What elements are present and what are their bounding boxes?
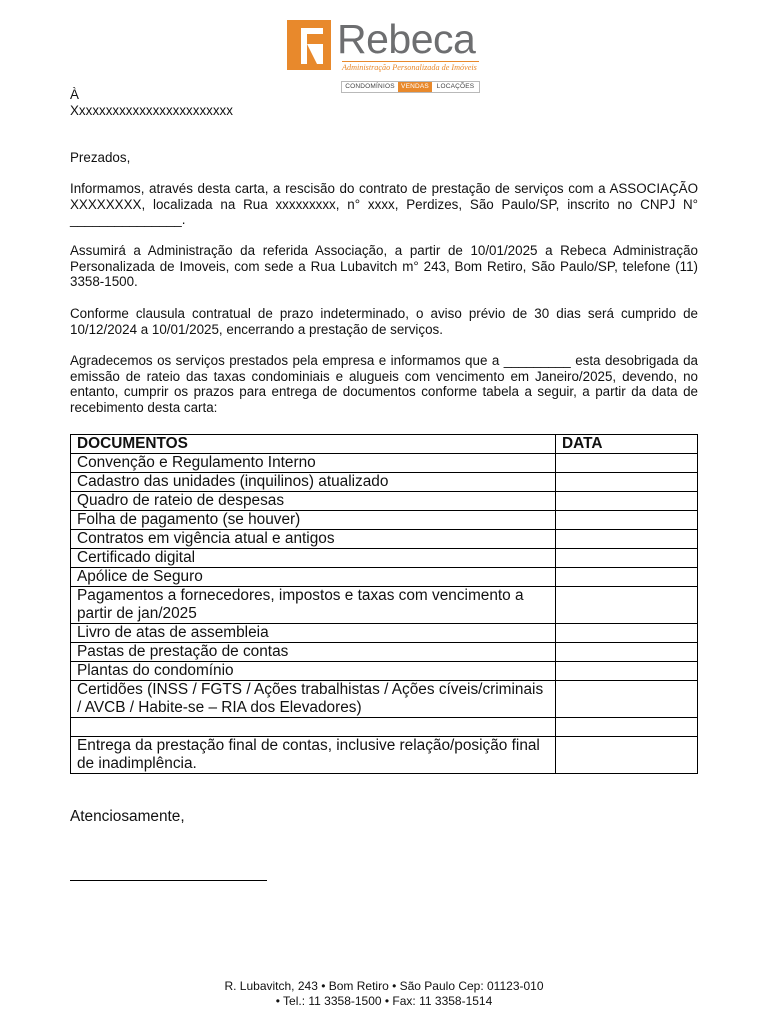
paragraph-rescisao: Informamos, através desta carta, a rescisão do contrato de prestação de serviços com a ASSOCIAÇÃO XXXXXXXX, localizada na Rua xxxxxxxxx, n° xxxx, Perdizes, São Paulo/SP, inscrito no CNPJ N° _______________.: [70, 181, 698, 228]
date-cell: [556, 473, 698, 492]
doc-cell: [71, 718, 556, 737]
date-cell: [556, 549, 698, 568]
date-cell: [556, 662, 698, 681]
doc-cell: Folha de pagamento (se houver): [71, 511, 556, 530]
doc-cell: Convenção e Regulamento Interno: [71, 454, 556, 473]
recipient-prefix: À: [70, 87, 79, 102]
date-cell: [556, 643, 698, 662]
doc-cell: Certificado digital: [71, 549, 556, 568]
doc-cell: Cadastro das unidades (inquilinos) atualizado: [71, 473, 556, 492]
table-header-row: [71, 435, 698, 454]
table-row: [71, 454, 698, 473]
paragraph-administracao: Assumirá a Administração da referida Associação, a partir de 10/01/2025 a Rebeca Administração Personalizada de Imoveis, com sede a Rua Lubavitch m° 243, Bom Retiro, São Paulo/SP, telefone (11) 3358-1500.: [70, 243, 698, 290]
table-row: [71, 511, 698, 530]
date-cell: [556, 511, 698, 530]
doc-cell: Quadro de rateio de despesas: [71, 492, 556, 511]
doc-cell: Certidões (INSS / FGTS / Ações trabalhistas / Ações cíveis/criminais / AVCB / Habite-se – RIA dos Elevadores): [71, 681, 556, 718]
date-cell: [556, 454, 698, 473]
closing: Atenciosamente,: [70, 808, 185, 825]
doc-cell: Plantas do condomínio: [71, 662, 556, 681]
date-cell: [556, 681, 698, 718]
footer-phones: • Tel.: 11 3358-1500 • Fax: 11 3358-1514: [275, 994, 493, 1008]
doc-cell: Pastas de prestação de contas: [71, 643, 556, 662]
date-cell: [556, 530, 698, 549]
table-row: [71, 587, 698, 624]
logo-tab-vendas: VENDAS: [398, 82, 432, 92]
header-data: DATA: [556, 435, 698, 454]
table-row: [71, 492, 698, 511]
table-row: [71, 737, 698, 774]
date-cell: [556, 492, 698, 511]
table-row: [71, 643, 698, 662]
logo-name: Rebeca: [337, 16, 476, 62]
footer-address: R. Lubavitch, 243 • Bom Retiro • São Paulo Cep: 01123-010: [224, 979, 544, 993]
rebeca-logo-mark-icon: [287, 20, 331, 70]
table-row: [71, 681, 698, 718]
date-cell: [556, 737, 698, 774]
recipient-name: Xxxxxxxxxxxxxxxxxxxxxxxx: [70, 103, 233, 118]
greeting: Prezados,: [70, 150, 131, 165]
logo-tab-locacoes: LOCAÇÕES: [436, 83, 475, 90]
doc-cell: Apólice de Seguro: [71, 568, 556, 587]
signature-line: [70, 880, 267, 881]
date-cell: [556, 568, 698, 587]
documents-table: [70, 434, 698, 774]
doc-cell: Livro de atas de assembleia: [71, 624, 556, 643]
date-cell: [556, 718, 698, 737]
table-row: [71, 549, 698, 568]
paragraph-agradecimento: Agradecemos os serviços prestados pela empresa e informamos que a _________ esta desobrigada da emissão de rateio das taxas condominiais e alugueis com vencimento em Janeiro/2025, devendo, no entanto, cumprir os prazos para entrega de documentos conforme tabela a seguir, a partir da data de recebimento desta carta:: [70, 353, 698, 415]
paragraph-aviso-previo: Conforme clausula contratual de prazo indeterminado, o aviso prévio de 30 dias será cumprido de 10/12/2024 a 10/01/2025, encerrando a prestação de serviços.: [70, 306, 698, 337]
table-row: [71, 473, 698, 492]
table-row: [71, 662, 698, 681]
doc-cell: Pagamentos a fornecedores, impostos e taxas com vencimento a partir de jan/2025: [71, 587, 556, 624]
table-row: [71, 530, 698, 549]
doc-cell: Contratos em vigência atual e antigos: [71, 530, 556, 549]
date-cell: [556, 587, 698, 624]
header-documentos: DOCUMENTOS: [71, 435, 556, 454]
logo-tagline: Administração Personalizada de Imóveis: [342, 61, 479, 72]
table-row: [71, 568, 698, 587]
table-row: [71, 624, 698, 643]
logo-tab-condominios: CONDOMÍNIOS: [345, 83, 395, 90]
doc-cell: Entrega da prestação final de contas, inclusive relação/posição final de inadimplência.: [71, 737, 556, 774]
company-logo: [287, 16, 483, 95]
date-cell: [556, 624, 698, 643]
table-row: [71, 718, 698, 737]
